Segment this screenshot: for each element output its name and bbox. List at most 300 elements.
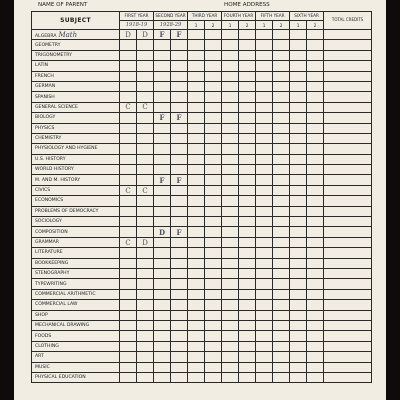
total-credits-cell [324, 154, 372, 164]
grade-cell [188, 30, 205, 40]
grade-cell [290, 175, 307, 185]
subject-name: SOCIOLOGY [35, 219, 62, 225]
subject-row [32, 310, 372, 320]
subject-name: SPANISH [35, 94, 55, 100]
grade-cell [273, 372, 290, 382]
grade-cell [205, 133, 222, 143]
grade-cell [273, 320, 290, 330]
grade-cell [273, 50, 290, 60]
grade-cell [307, 92, 324, 102]
grade-cell [205, 362, 222, 372]
grade-cell [307, 352, 324, 362]
grade-cell [205, 331, 222, 341]
grade-cell [137, 289, 154, 299]
grade-cell [137, 258, 154, 268]
grade-cell: C [120, 237, 137, 247]
grade-cell [188, 248, 205, 258]
grade-cell [120, 227, 137, 237]
grade-cell [256, 30, 273, 40]
total-credits-cell [324, 40, 372, 50]
semester-label: 2 [307, 21, 324, 30]
grade-cell [290, 352, 307, 362]
grade-cell [307, 81, 324, 91]
subject-name-cell [32, 300, 120, 310]
subject-name: COMMERCIAL ARITHMETIC [35, 291, 96, 297]
subject-row [32, 237, 372, 247]
subject-row [32, 341, 372, 351]
grade-cell [290, 341, 307, 351]
grade-cell [205, 227, 222, 237]
grade-cell [290, 372, 307, 382]
grade-cell [273, 217, 290, 227]
grade-cell [154, 144, 171, 154]
grade-cell [290, 40, 307, 50]
grade-cell [188, 61, 205, 71]
grade-cell [307, 362, 324, 372]
grade-cell [239, 206, 256, 216]
total-credits-cell [324, 237, 372, 247]
grade-cell [154, 185, 171, 195]
grade-cell [239, 362, 256, 372]
grade-cell [154, 289, 171, 299]
grade-cell [290, 92, 307, 102]
grade-cell [239, 185, 256, 195]
total-credits-cell [324, 289, 372, 299]
grade-cell [239, 154, 256, 164]
grade-cell [290, 362, 307, 372]
grade-cell [239, 217, 256, 227]
grade-cell: F [171, 175, 188, 185]
grade-cell [120, 61, 137, 71]
subject-name: GENERAL SCIENCE [35, 104, 78, 110]
grade-cell [205, 237, 222, 247]
grade-cell [273, 30, 290, 40]
grade-cell [239, 352, 256, 362]
grade-cell [239, 165, 256, 175]
total-credits-cell [324, 341, 372, 351]
grade-cell [154, 237, 171, 247]
subject-name: PHYSICAL EDUCATION [35, 375, 86, 381]
grade-cell [137, 331, 154, 341]
grade-cell [137, 320, 154, 330]
subject-name: BIOLOGY [35, 115, 56, 121]
semester-label: 2 [273, 21, 290, 30]
grade-cell: D [154, 227, 171, 237]
grade-cell [171, 165, 188, 175]
grade-cell [290, 71, 307, 81]
grade-cell [188, 133, 205, 143]
home-address-label: HOME ADDRESS [224, 2, 270, 8]
total-credits-cell [324, 372, 372, 382]
grade-cell [120, 154, 137, 164]
grade-cell [239, 123, 256, 133]
subject-name-cell [32, 206, 120, 216]
grade-cell [137, 133, 154, 143]
subject-name-cell [32, 81, 120, 91]
grade-cell [205, 289, 222, 299]
grade-cell [171, 123, 188, 133]
grade-cell [256, 227, 273, 237]
semester-label: 1 [290, 21, 307, 30]
grade-cell [120, 279, 137, 289]
grade-cell [120, 50, 137, 60]
subject-name-cell [32, 289, 120, 299]
grade-cell [290, 154, 307, 164]
subject-name-cell [32, 248, 120, 258]
grade-cell [256, 217, 273, 227]
subject-name-cell [32, 71, 120, 81]
grade-cell [171, 40, 188, 50]
grade-cell [222, 300, 239, 310]
grade-cell [205, 123, 222, 133]
third-year-header: THIRD YEAR [188, 12, 222, 21]
total-credits-cell [324, 81, 372, 91]
grade-cell [239, 310, 256, 320]
total-credits-cell [324, 185, 372, 195]
total-credits-cell [324, 206, 372, 216]
total-credits-cell [324, 310, 372, 320]
grade-cell [154, 206, 171, 216]
grade-cell [290, 165, 307, 175]
subject-name: STENOGRAPHY [35, 271, 70, 277]
subject-name-cell [32, 102, 120, 112]
grade-cell [188, 268, 205, 278]
grade-cell [171, 185, 188, 195]
subject-row [32, 144, 372, 154]
total-credits-cell [324, 175, 372, 185]
grade-cell [273, 144, 290, 154]
grade-cell [188, 289, 205, 299]
grade-cell [205, 196, 222, 206]
grade-cell [290, 30, 307, 40]
subject-name-cell [32, 196, 120, 206]
grade-cell [222, 165, 239, 175]
grade-cell [239, 196, 256, 206]
grade-cell [222, 196, 239, 206]
first-year-written: 1918-19 [120, 21, 154, 30]
grade-cell [239, 92, 256, 102]
grade-cell [137, 300, 154, 310]
grade-cell [137, 372, 154, 382]
grade-cell [307, 61, 324, 71]
grade-cell [171, 196, 188, 206]
subject-row [32, 102, 372, 112]
subject-name: MUSIC [35, 364, 50, 370]
grade-cell [273, 237, 290, 247]
grade-cell: D [120, 30, 137, 40]
grade-cell [307, 185, 324, 195]
grade-cell [154, 165, 171, 175]
grade-cell [256, 362, 273, 372]
grade-cell [188, 113, 205, 123]
grade-cell [290, 268, 307, 278]
grade-cell [137, 113, 154, 123]
grade-cell [256, 175, 273, 185]
grade-cell [273, 71, 290, 81]
total-credits-cell [324, 362, 372, 372]
grade-cell [120, 300, 137, 310]
grade-cell [205, 154, 222, 164]
grade-cell [171, 310, 188, 320]
grade-cell [137, 61, 154, 71]
grade-cell [120, 206, 137, 216]
grade-cell [137, 206, 154, 216]
grade-cell [256, 320, 273, 330]
total-credits-cell [324, 92, 372, 102]
subject-name: PHYSICS [35, 125, 55, 131]
grade-cell [222, 206, 239, 216]
grade-cell [273, 81, 290, 91]
grade-cell [205, 81, 222, 91]
grade-cell [290, 258, 307, 268]
subject-row [32, 50, 372, 60]
subject-row [32, 227, 372, 237]
subject-name: GERMAN [35, 84, 56, 90]
grade-cell [154, 258, 171, 268]
subject-name-cell [32, 165, 120, 175]
grade-cell [256, 144, 273, 154]
grade-cell [256, 206, 273, 216]
grade-cell [239, 372, 256, 382]
grade-cell [307, 102, 324, 112]
subject-row [32, 71, 372, 81]
grade-cell [239, 40, 256, 50]
grade-cell [222, 92, 239, 102]
grade-cell [273, 196, 290, 206]
grade-cell [290, 102, 307, 112]
subject-name: GRAMMAR [35, 240, 59, 245]
grade-cell [273, 165, 290, 175]
grade-cell [239, 331, 256, 341]
grade-cell [239, 279, 256, 289]
subject-name-cell [32, 352, 120, 362]
grade-cell [137, 71, 154, 81]
total-credits-cell [324, 50, 372, 60]
grade-cell [205, 175, 222, 185]
grade-cell [120, 133, 137, 143]
grade-cell [273, 175, 290, 185]
subject-row [32, 331, 372, 341]
grade-cell [120, 341, 137, 351]
subject-row [32, 362, 372, 372]
grade-cell [171, 217, 188, 227]
grade-cell [188, 310, 205, 320]
grade-cell [120, 71, 137, 81]
grade-cell [307, 40, 324, 50]
total-credits-cell [324, 133, 372, 143]
grade-cell [171, 237, 188, 247]
second-year-written: 1928-29 [154, 21, 188, 30]
grade-cell [239, 175, 256, 185]
grade-cell [171, 372, 188, 382]
subject-name: ECONOMICS [35, 198, 64, 204]
grade-cell [188, 331, 205, 341]
grade-cell [205, 113, 222, 123]
grade-cell [290, 206, 307, 216]
grade-cell [120, 175, 137, 185]
total-credits-cell [324, 102, 372, 112]
subject-row [32, 40, 372, 50]
grade-cell [256, 279, 273, 289]
subject-row [32, 352, 372, 362]
subject-row [32, 165, 372, 175]
grade-cell [154, 92, 171, 102]
grade-cell [290, 248, 307, 258]
grade-cell [256, 165, 273, 175]
grade-cell [120, 258, 137, 268]
grade-cell [307, 113, 324, 123]
grade-cell: C [120, 102, 137, 112]
grade-cell [137, 352, 154, 362]
grade-cell [222, 154, 239, 164]
grade-cell [239, 237, 256, 247]
subject-row [32, 268, 372, 278]
grade-cell [171, 289, 188, 299]
subject-row [32, 154, 372, 164]
subject-column-header: SUBJECT [32, 12, 120, 30]
total-credits-cell [324, 71, 372, 81]
grade-cell [290, 113, 307, 123]
grade-cell [256, 113, 273, 123]
grade-cell [307, 268, 324, 278]
grade-cell [256, 258, 273, 268]
grade-cell [256, 372, 273, 382]
total-credits-cell [324, 279, 372, 289]
subject-row [32, 217, 372, 227]
grade-cell: F [171, 30, 188, 40]
grade-cell [307, 30, 324, 40]
grade-cell [307, 258, 324, 268]
grade-cell [188, 154, 205, 164]
grade-cell [273, 248, 290, 258]
grade-cell [307, 165, 324, 175]
grade-cell [273, 133, 290, 143]
grade-cell [273, 289, 290, 299]
grade-cell [120, 352, 137, 362]
grade-cell [222, 102, 239, 112]
semester-label: 1 [222, 21, 239, 30]
grade-cell [239, 268, 256, 278]
grade-cell [205, 372, 222, 382]
grade-cell [222, 248, 239, 258]
grade-cell [307, 310, 324, 320]
grade-cell [154, 320, 171, 330]
total-credits-cell [324, 61, 372, 71]
subject-row [32, 113, 372, 123]
grade-cell [222, 113, 239, 123]
grade-cell [307, 227, 324, 237]
grade-cell [205, 71, 222, 81]
grade-cell [256, 81, 273, 91]
grade-cell [222, 341, 239, 351]
total-credits-cell [324, 217, 372, 227]
grade-cell [120, 372, 137, 382]
grade-cell [273, 206, 290, 216]
grade-cell [307, 237, 324, 247]
grade-cell [188, 50, 205, 60]
grade-cell [205, 300, 222, 310]
subject-row [32, 81, 372, 91]
grade-cell [307, 144, 324, 154]
second-year-header: SECOND YEAR [154, 12, 188, 21]
grade-cell [256, 341, 273, 351]
grade-cell: C [137, 185, 154, 195]
grade-cell [290, 144, 307, 154]
grade-cell [290, 50, 307, 60]
subject-row [32, 92, 372, 102]
total-credits-cell [324, 300, 372, 310]
grade-cell [222, 289, 239, 299]
grade-cell [273, 40, 290, 50]
grade-cell: F [154, 30, 171, 40]
grade-cell [188, 300, 205, 310]
grade-cell [154, 310, 171, 320]
grade-cell [171, 144, 188, 154]
grade-cell [273, 310, 290, 320]
grade-cell [154, 341, 171, 351]
grade-cell [256, 71, 273, 81]
total-credits-cell [324, 258, 372, 268]
grade-cell [273, 300, 290, 310]
grade-cell [154, 217, 171, 227]
grade-cell [154, 71, 171, 81]
grade-cell [239, 50, 256, 60]
subject-name: COMPOSITION [35, 229, 68, 235]
grade-cell [290, 289, 307, 299]
subject-name-cell [32, 341, 120, 351]
grade-cell [120, 40, 137, 50]
grade-cell [120, 196, 137, 206]
grade-cell [188, 279, 205, 289]
grade-cell [188, 92, 205, 102]
subject-row [32, 30, 372, 40]
grade-cell [273, 154, 290, 164]
subject-name: CLOTHING [35, 343, 59, 349]
grade-cell [205, 352, 222, 362]
subject-name-cell [32, 154, 120, 164]
total-credits-cell [324, 30, 372, 40]
grade-cell [307, 248, 324, 258]
total-credits-cell [324, 248, 372, 258]
grade-cell [205, 50, 222, 60]
grades-table [31, 11, 372, 383]
grade-cell [171, 300, 188, 310]
grade-cell [171, 61, 188, 71]
grade-cell [120, 113, 137, 123]
grade-cell [273, 362, 290, 372]
grade-cell [137, 165, 154, 175]
grade-cell [154, 268, 171, 278]
subject-name-cell [32, 372, 120, 382]
grade-cell [205, 310, 222, 320]
grade-cell [188, 237, 205, 247]
grade-cell [171, 71, 188, 81]
subject-name: CIVICS [35, 188, 51, 194]
subject-name: FRENCH [35, 73, 54, 79]
grade-cell [171, 102, 188, 112]
grade-cell [273, 102, 290, 112]
subject-name-cell [32, 40, 120, 50]
subject-row [32, 185, 372, 195]
grade-cell [120, 144, 137, 154]
grade-cell [307, 372, 324, 382]
grade-cell [256, 133, 273, 143]
grade-cell [137, 81, 154, 91]
grade-cell [120, 362, 137, 372]
grade-cell [256, 248, 273, 258]
grade-cell [154, 81, 171, 91]
grade-cell [239, 113, 256, 123]
